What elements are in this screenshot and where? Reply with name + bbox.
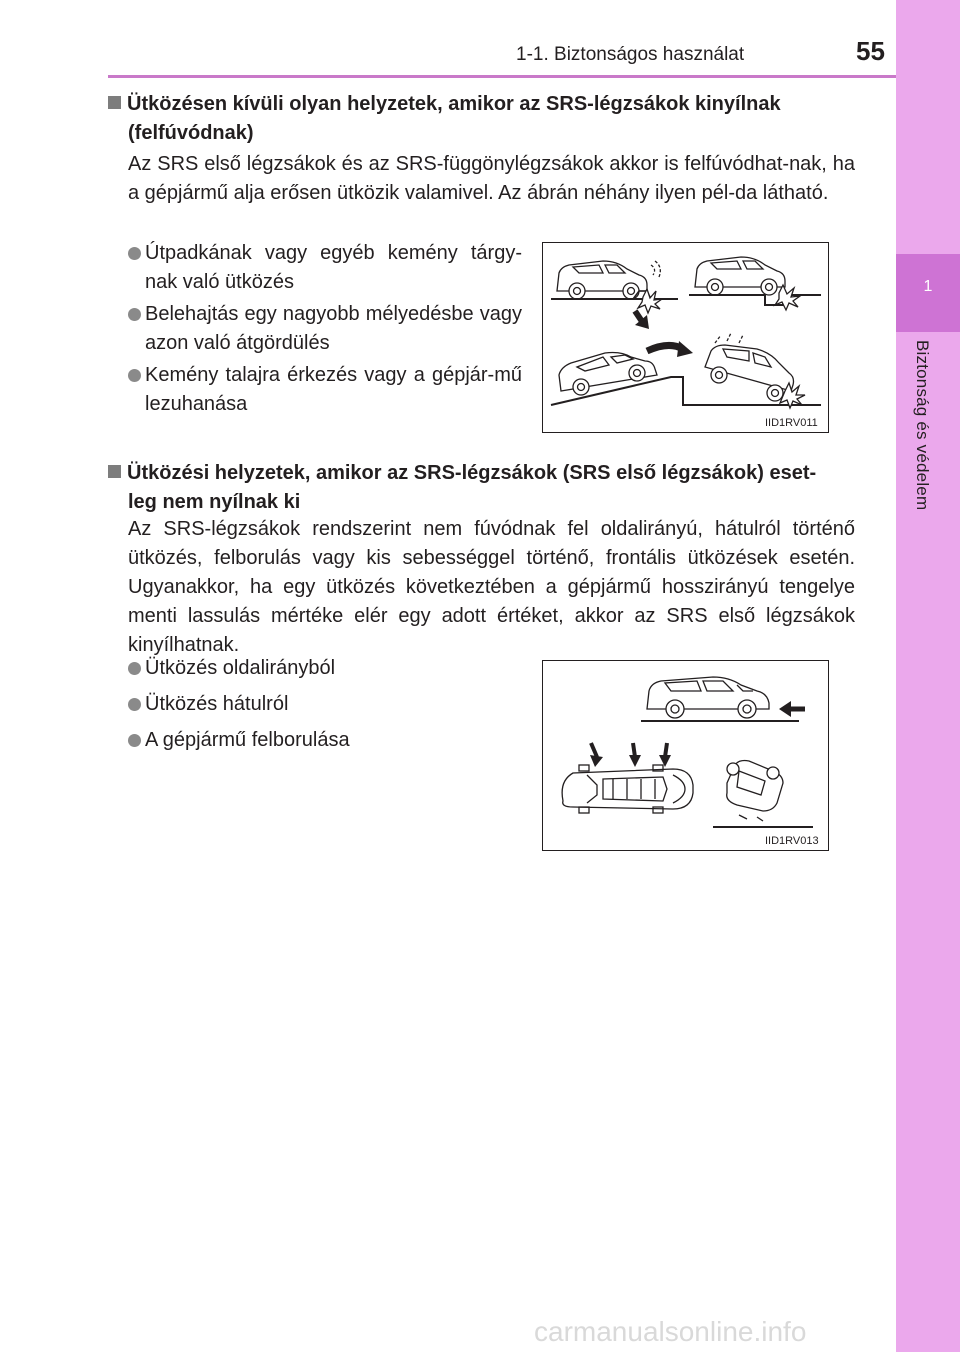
bullet-text: A gépjármű felborulása (145, 729, 350, 751)
figure-airbag-no-deploy-situations (542, 660, 829, 851)
figure-code: IID1RV011 (765, 417, 818, 429)
chapter-side-tab (896, 0, 960, 1352)
figure-code: IID1RV013 (765, 835, 819, 847)
section2-paragraph: Az SRS-légzsákok rendszerint nem fúvódnak fel oldalirányú, hátulról történő ütközés, felborulás vagy kis sebességgel történő, frontális ütközések esetén. Ugyanakkor, ha egy ütközés következtében a gépjármű hosszirányú tengelye menti lassulás mértéke elér egy adott értéket, akkor az SRS első légzsákok kinyílhatnak. (128, 518, 855, 656)
section1-heading (108, 90, 856, 148)
figure-airbag-deploy-situations (542, 242, 829, 433)
section2-bullet (128, 726, 488, 755)
section2-heading-line2: leg nem nyílnak ki (128, 491, 301, 513)
bullet-text: Kemény talajra érkezés vagy a gépjár-mű lezuhanása (145, 364, 522, 415)
section1-heading-line1: Ütközésen kívüli olyan helyzetek, amikor az SRS-légzsákok kinyílnak (127, 93, 781, 115)
section2-heading (108, 459, 856, 517)
bullet-text: Útpadkának vagy egyéb kemény tárgy-nak való ütközés (145, 242, 522, 293)
heading-square-icon (108, 96, 121, 109)
bullet-text: Ütközés oldalirányból (145, 657, 336, 679)
bullet-dot-icon (128, 247, 141, 260)
chapter-number: 1 (923, 278, 933, 295)
section2-bullet (128, 690, 488, 719)
section1-bullet (128, 300, 522, 358)
section1-paragraph: Az SRS első légzsákok és az SRS-függönylégzsákok akkor is felfúvódhat-nak, ha a gépjármű alja erősen ütközik valamivel. Az ábrán néhány ilyen pél-da látható. (128, 153, 855, 204)
bullet-text: Belehajtás egy nagyobb mélyedésbe vagy azon való átgördülés (145, 303, 522, 354)
section1-heading-line2: (felfúvódnak) (128, 122, 254, 144)
running-header-section: 1-1. Biztonságos használat (516, 44, 745, 65)
footer-watermark: carmanualsonline.info (534, 1316, 807, 1347)
heading-square-icon (108, 465, 121, 478)
section2-bullet (128, 654, 488, 683)
section2-heading-line1: Ütközési helyzetek, amikor az SRS-légzsákok (SRS első légzsákok) eset- (127, 462, 817, 484)
section1-bullet (128, 361, 522, 419)
bullet-dot-icon (128, 734, 141, 747)
bullet-dot-icon (128, 308, 141, 321)
header-rule (108, 75, 896, 78)
section1-bullet (128, 239, 522, 297)
bullet-dot-icon (128, 369, 141, 382)
chapter-label: Biztonság és védelem (913, 340, 932, 511)
bullet-dot-icon (128, 698, 141, 711)
bullet-dot-icon (128, 662, 141, 675)
page-number: 55 (856, 36, 885, 66)
figure-illustration (543, 243, 828, 432)
bullet-text: Ütközés hátulról (145, 693, 289, 715)
figure-illustration (543, 661, 828, 850)
